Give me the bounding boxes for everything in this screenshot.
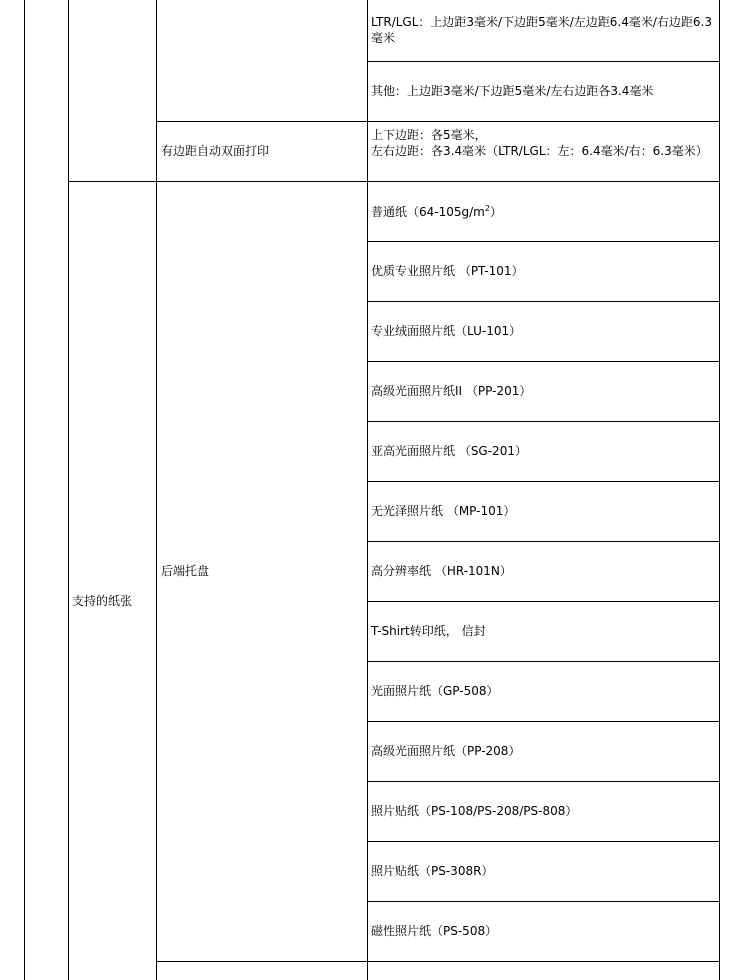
paper-item: 照片贴纸（PS-108/PS-208/PS-808） [371,804,578,818]
paper-item: 优质专业照片纸 （PT-101） [371,264,524,278]
paper-source-label: 后端托盘 [161,564,210,578]
table-border-right [719,0,720,980]
paper-item: 光面照片纸（GP-508） [371,684,499,698]
paper-item: 高级光面照片纸（PP-208） [371,744,521,758]
paper-item: T-Shirt转印纸， 信封 [371,624,486,638]
plain-paper-prefix: 普通纸（64-105g/m [371,205,485,219]
row-divider [156,121,720,122]
table-border-left [24,0,25,980]
row-divider [156,961,720,962]
section-divider [68,181,720,182]
plain-paper-suffix: ） [489,205,502,219]
row-divider [367,781,720,782]
paper-item: 照片贴纸（PS-308R） [371,864,494,878]
row-divider [367,361,720,362]
paper-item: 高分辨率纸 （HR-101N） [371,564,512,578]
row-divider [367,721,720,722]
column-divider-2 [156,0,157,980]
row-divider [367,421,720,422]
paper-item: 专业绒面照片纸（LU-101） [371,324,522,338]
paper-category-label: 支持的纸张 [72,594,133,608]
row-divider [367,61,720,62]
column-divider-1 [68,0,69,980]
row-divider [367,481,720,482]
paper-item: 亚高光面照片纸 （SG-201） [371,444,527,458]
duplex-margin-line2: 左右边距：各3.4毫米（LTR/LGL：左：6.4毫米/右：6.3毫米） [371,144,708,158]
row-divider [367,901,720,902]
row-divider [367,541,720,542]
paper-item: 磁性照片纸（PS-508） [371,924,498,938]
duplex-margin-line1: 上下边距：各5毫米， [371,128,487,142]
paper-item: 无光泽照片纸 （MP-101） [371,504,516,518]
margin-ltr-lgl: LTR/LGL：上边距3毫米/下边距5毫米/左边距6.4毫米/右边距6.3毫米 [371,15,712,45]
column-divider-3 [367,0,368,980]
row-divider [367,841,720,842]
row-divider [367,661,720,662]
paper-item: 高级光面照片纸II （PP-201） [371,384,532,398]
duplex-feature-label: 有边距自动双面打印 [161,144,270,158]
row-divider [367,601,720,602]
row-divider [367,241,720,242]
row-divider [367,301,720,302]
margin-other: 其他：上边距3毫米/下边距5毫米/左右边距各3.4毫米 [371,84,654,98]
plain-paper-sup: 2 [484,204,490,213]
paper-item-plain [371,204,502,220]
